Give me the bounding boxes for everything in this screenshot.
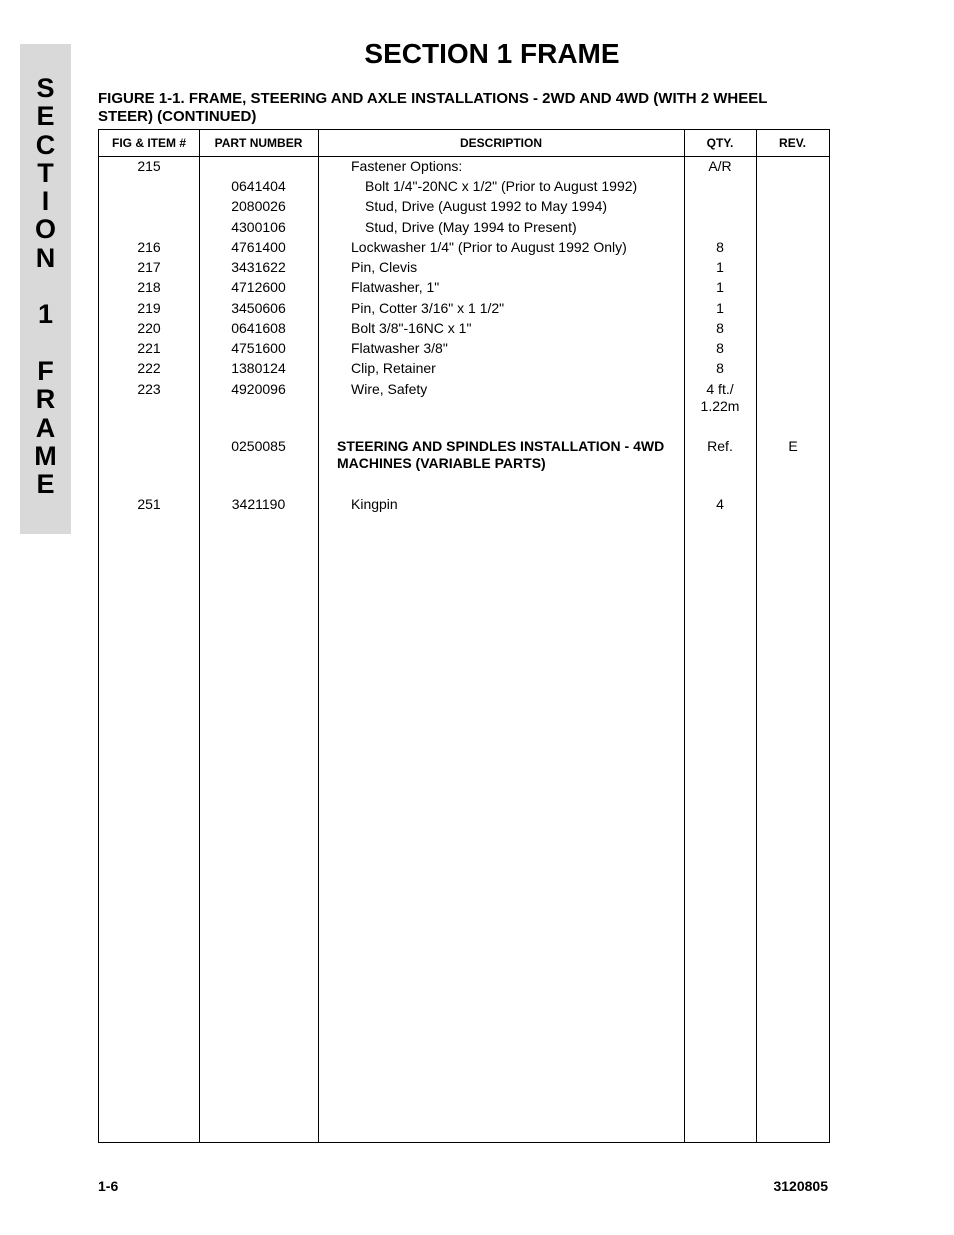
revision-cell: E <box>788 438 798 454</box>
side-tab-letter: O <box>34 214 56 245</box>
quantity-cell: A/R <box>708 158 732 174</box>
quantity-cell: 1 <box>716 259 724 275</box>
description-cell: STEERING AND SPINDLES INSTALLATION - 4WD MACHINES (VARIABLE PARTS) <box>337 438 665 471</box>
quantity-cell: 8 <box>716 320 724 336</box>
column-header-item: FIG & ITEM # <box>111 136 186 150</box>
header-divider <box>99 156 829 157</box>
column-divider <box>318 130 319 1142</box>
description-cell: Stud, Drive (May 1994 to Present) <box>365 219 577 235</box>
part-number-cell: 0641404 <box>231 178 286 194</box>
quantity-cell: 1 <box>716 279 724 295</box>
side-tab-letter: S <box>36 73 55 103</box>
item-number-cell: 216 <box>137 239 161 255</box>
item-number-cell: 218 <box>137 279 161 295</box>
part-number-cell: 3450606 <box>231 300 286 316</box>
item-number-cell: 220 <box>137 320 161 336</box>
part-number-cell: 2080026 <box>231 198 286 214</box>
side-tab-letter: C <box>35 129 56 160</box>
side-tab-letter: N <box>35 242 56 273</box>
document-number: 3120805 <box>773 1178 828 1194</box>
item-number-cell: 223 <box>137 381 161 397</box>
description-cell: Flatwasher, 1" <box>351 279 440 295</box>
column-header-qty: QTY. <box>706 136 734 150</box>
side-tab-letter: 1 <box>37 299 54 330</box>
part-number-cell: 0250085 <box>231 438 286 454</box>
side-tab-letter: M <box>34 440 57 471</box>
part-number-cell: 3431622 <box>231 259 286 275</box>
description-cell: Flatwasher 3/8" <box>351 340 448 356</box>
description-cell: Pin, Clevis <box>351 259 418 275</box>
description-cell: Wire, Safety <box>351 381 428 397</box>
quantity-cell: 8 <box>716 239 724 255</box>
part-number-cell: 4712600 <box>231 279 286 295</box>
side-tab-letter: F <box>37 355 54 386</box>
description-cell: Bolt 3/8"-16NC x 1" <box>351 320 472 336</box>
description-cell: Pin, Cotter 3/16" x 1 1/2" <box>351 300 505 316</box>
side-tab-letter: R <box>35 384 56 415</box>
quantity-cell: Ref. <box>707 438 733 454</box>
description-cell: Lockwasher 1/4" (Prior to August 1992 Only) <box>351 239 627 255</box>
item-number-cell: 217 <box>137 259 161 275</box>
side-tab-letter: E <box>36 469 55 500</box>
part-number-cell: 3421190 <box>231 496 286 512</box>
part-number-cell: 1380124 <box>231 360 286 376</box>
description-cell: Clip, Retainer <box>351 360 436 376</box>
page-number: 1-6 <box>98 1178 119 1194</box>
part-number-cell: 0641608 <box>231 320 286 336</box>
quantity-cell: 8 <box>716 360 724 376</box>
side-tab-letter: A <box>35 412 56 443</box>
part-number-cell: 4751600 <box>231 340 286 356</box>
description-cell: Bolt 1/4"-20NC x 1/2" (Prior to August 1992) <box>365 178 638 194</box>
item-number-cell: 221 <box>137 340 161 356</box>
part-number-cell: 4761400 <box>231 239 286 255</box>
side-tab-letter: I <box>41 186 50 217</box>
item-number-cell: 251 <box>137 496 161 512</box>
quantity-cell: 4 <box>716 496 724 512</box>
item-number-cell: 215 <box>137 158 161 174</box>
column-header-rev: REV. <box>779 136 806 150</box>
section-side-tab-letters <box>20 74 71 498</box>
description-cell: Stud, Drive (August 1992 to May 1994) <box>365 198 608 214</box>
column-header-part-number: PART NUMBER <box>214 136 303 150</box>
quantity-cell: 4 ft./ 1.22m <box>700 381 740 414</box>
page-title: SECTION 1 FRAME <box>364 38 620 69</box>
quantity-cell: 1 <box>716 300 724 316</box>
side-tab-letter: T <box>37 157 54 188</box>
description-cell: Fastener Options: <box>351 158 463 174</box>
description-cell: Kingpin <box>351 496 398 512</box>
side-tab-letter: E <box>36 101 55 132</box>
part-number-cell: 4920096 <box>231 381 286 397</box>
item-number-cell: 222 <box>137 360 161 376</box>
column-divider <box>756 130 757 1142</box>
column-header-description: DESCRIPTION <box>459 136 542 150</box>
part-number-cell: 4300106 <box>231 219 286 235</box>
item-number-cell: 219 <box>137 300 161 316</box>
figure-title: FIGURE 1-1. FRAME, STEERING AND AXLE INSTALLATIONS - 2WD AND 4WD (WITH 2 WHEEL STEER) (CONTINUED) <box>98 90 768 125</box>
quantity-cell: 8 <box>716 340 724 356</box>
parts-table <box>98 129 830 1143</box>
